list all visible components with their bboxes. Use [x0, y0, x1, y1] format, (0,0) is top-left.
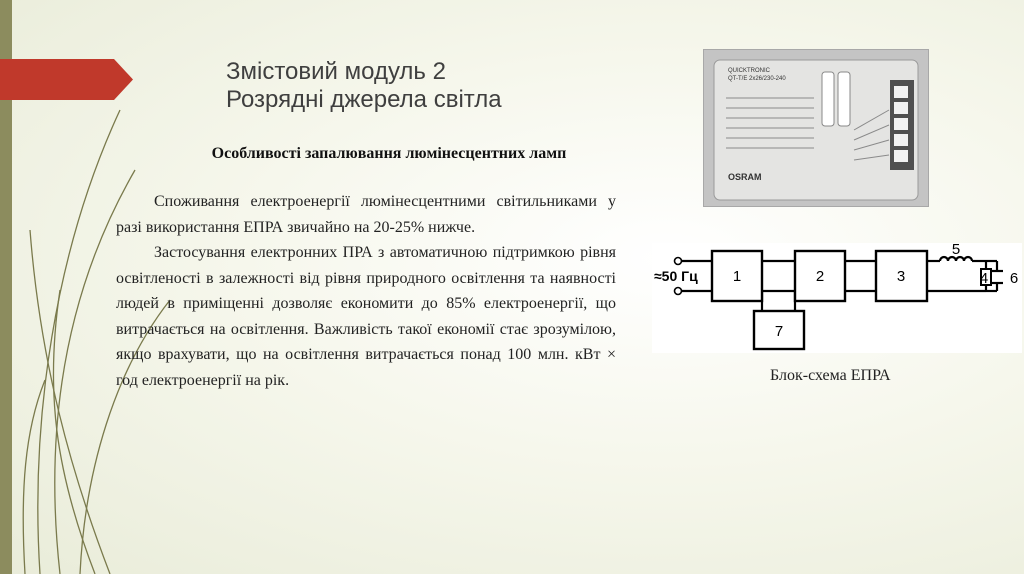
ballast-photo [703, 49, 929, 207]
block-1-label: 1 [732, 268, 742, 285]
inductor-label: 5 [951, 243, 961, 258]
paragraph-1: Споживання електроенергії люмінесцентними світильниками у разі використання ЕПРА звичайно на 20-25% нижче. [116, 193, 616, 236]
input-terminal-1 [675, 258, 682, 265]
title-arrow-icon [0, 59, 133, 100]
photo-brand-text: OSRAM [728, 172, 762, 182]
diagram-caption: Блок-схема ЕПРА [770, 367, 891, 384]
photo-product-text: QUICKTRONIC [728, 68, 770, 74]
input-terminal-2 [675, 288, 682, 295]
body-text [116, 189, 616, 393]
section-subtitle: Особливості запалювання люмінесцентних ламп [211, 145, 567, 162]
input-frequency-label: ≈50 Гц [654, 268, 698, 284]
lamp-label: 4 [979, 270, 989, 287]
block-2-label: 2 [815, 268, 825, 285]
block-diagram [652, 243, 1022, 353]
title-line-1: Змістовий модуль 2 [226, 58, 446, 85]
block-7-label: 7 [774, 323, 784, 340]
paragraph-2: Застосування електронних ПРА з автоматичною підтримкою рівня освітленості в залежності від рівня природного освітлення та наявності людей в приміщенні дозволяє економити до 85% електроенергії, що витрачається на освітлення. Важливість такої економії стає зрозумілою, якщо врахувати, що на освітлення витрачається понад 100 млн. кВт × год електроенергії на рік. [116, 244, 616, 389]
slide-title [226, 58, 502, 114]
photo-model-text: QT-T/E 2x26/230-240 [728, 76, 786, 82]
block-3-label: 3 [896, 268, 906, 285]
title-line-2: Розрядні джерела світла [226, 86, 502, 113]
capacitor-label: 6 [1009, 270, 1019, 287]
